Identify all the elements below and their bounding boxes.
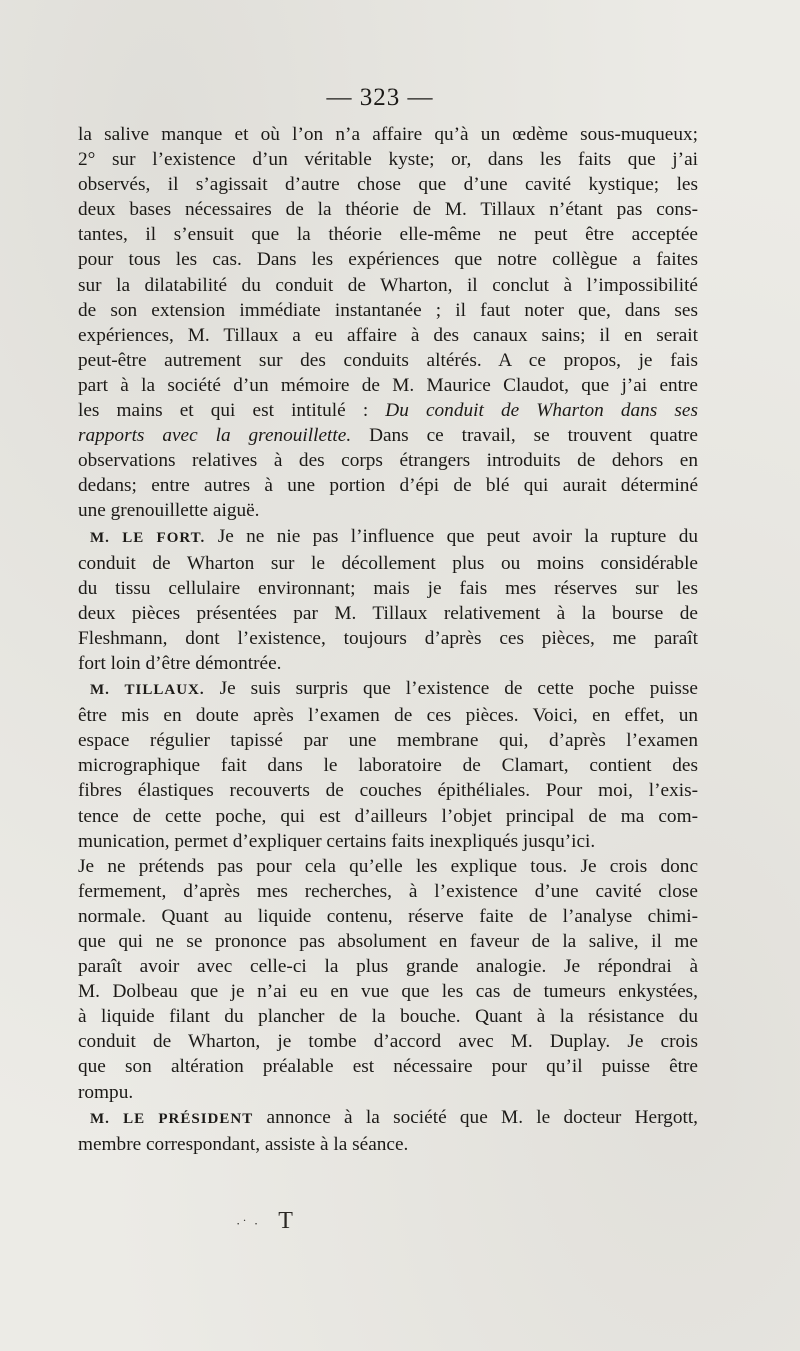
italic-title: rapports avec la grenouillette. bbox=[78, 425, 352, 447]
text-run: M. Dolbeau que je n’ai eu en vue que les cas de tumeurs enkystées, bbox=[78, 981, 698, 1003]
text-line bbox=[78, 273, 698, 298]
text-run: sur la dilatabilité du conduit de Wharton, il conclut à l’impossibilité bbox=[78, 274, 698, 296]
text-run: pour tous les cas. Dans les expériences que notre collègue a faites bbox=[78, 249, 698, 271]
text-run: espace régulier tapissé par une membrane qui, d’après l’examen bbox=[78, 730, 698, 752]
text-line bbox=[78, 854, 698, 879]
text-line bbox=[78, 904, 698, 929]
text-run: que son altération préalable est nécessaire pour qu’il puisse être bbox=[78, 1056, 698, 1078]
text-run: expériences, M. Tillaux a eu affaire à des canaux sains; il en serait bbox=[78, 324, 698, 346]
text-run: Je ne nie pas l’influence que peut avoir la rupture du bbox=[205, 525, 698, 547]
text-line bbox=[78, 1080, 698, 1105]
text-run: conduit de Wharton sur le décollement plus ou moins considérable bbox=[78, 552, 698, 574]
text-run: deux pièces présentées par M. Tillaux relativement à la bourse de bbox=[78, 602, 698, 624]
text-run: du tissu cellulaire environnant; mais je fais mes réserves sur les bbox=[78, 577, 698, 599]
text-run: peut-être autrement sur des conduits altérés. A ce propos, je fais bbox=[78, 349, 698, 371]
italic-title: Du conduit de Wharton dans ses bbox=[385, 400, 698, 422]
text-run: normale. Quant au liquide contenu, réserve faite de l’analyse chimi- bbox=[78, 905, 698, 927]
text-line bbox=[78, 473, 698, 498]
text-line bbox=[78, 1132, 698, 1157]
page-number: — 323 — bbox=[326, 84, 434, 111]
text-line bbox=[78, 172, 698, 197]
text-run: micrographique fait dans le laboratoire de Clamart, contient des bbox=[78, 755, 698, 777]
text-line bbox=[78, 651, 698, 676]
speaker-name: M. TILLAUX. bbox=[90, 682, 205, 699]
text-run: de son extension immédiate instantanée ; il faut noter que, dans ses bbox=[78, 299, 698, 321]
text-run: la salive manque et où l’on n’a affaire qu’à un œdème sous-muqueux; bbox=[78, 124, 698, 145]
ink-dots: ·˙ · bbox=[236, 1216, 261, 1231]
speaker-name: M. LE FORT. bbox=[90, 529, 206, 546]
text-run: dedans; entre autres à une portion d’épi de blé qui aurait déterminé bbox=[78, 475, 698, 497]
text-run: observés, il s’agissait d’autre chose que d’une cavité kystique; les bbox=[78, 174, 698, 196]
text-run: une grenouillette aiguë. bbox=[78, 500, 260, 522]
text-line bbox=[78, 879, 698, 904]
text-run: rompu. bbox=[78, 1081, 134, 1103]
text-line bbox=[78, 954, 698, 979]
text-run: annonce à la société que M. le docteur Hergott, bbox=[253, 1106, 698, 1128]
text-line bbox=[78, 398, 698, 423]
text-line bbox=[78, 728, 698, 753]
text-line bbox=[78, 829, 698, 854]
text-run: part à la société d’un mémoire de M. Maurice Claudot, que j’ai entre bbox=[78, 374, 698, 396]
text-run: Dans ce travail, se trouvent quatre bbox=[351, 425, 698, 447]
text-line bbox=[78, 222, 698, 247]
text-line bbox=[78, 498, 698, 523]
text-line bbox=[78, 147, 698, 172]
text-line bbox=[78, 804, 698, 829]
text-run: tence de cette poche, qui est d’ailleurs l’objet principal de ma com- bbox=[78, 805, 698, 827]
printer-mark bbox=[236, 1208, 296, 1235]
text-line bbox=[78, 247, 698, 272]
text-line bbox=[78, 626, 698, 651]
text-run: membre correspondant, assiste à la séance. bbox=[78, 1133, 409, 1155]
text-run: les mains et qui est intitulé : bbox=[78, 400, 386, 422]
text-line bbox=[78, 551, 698, 576]
text-line bbox=[78, 576, 698, 601]
text-run: Je suis surpris que l’existence de cette poche puisse bbox=[204, 678, 698, 700]
text-run: 2° sur l’existence d’un véritable kyste; or, dans les faits que j’ai bbox=[78, 149, 698, 171]
speaker-name: M. LE PRÉSIDENT bbox=[90, 1110, 254, 1127]
text-run: Fleshmann, dont l’existence, toujours d’après ces pièces, me paraît bbox=[78, 627, 698, 649]
text-run: deux bases nécessaires de la théorie de M. Tillaux n’étant pas cons- bbox=[78, 199, 698, 221]
text-run: conduit de Wharton, je tombe d’accord avec M. Duplay. Je crois bbox=[78, 1031, 698, 1053]
text-line bbox=[78, 979, 698, 1004]
text-line bbox=[78, 778, 698, 803]
text-line bbox=[78, 1029, 698, 1054]
printer-signature-letter: T bbox=[278, 1208, 296, 1234]
text-line bbox=[78, 753, 698, 778]
text-run: Je ne prétends pas pour cela qu’elle les explique tous. Je crois donc bbox=[78, 855, 698, 877]
body-text bbox=[78, 122, 698, 1157]
text-run: observations relatives à des corps étrangers introduits de dehors en bbox=[78, 450, 698, 472]
text-line bbox=[78, 1054, 698, 1079]
text-line bbox=[78, 676, 698, 703]
text-run: munication, permet d’expliquer certains faits inexpliqués jusqu’ici. bbox=[78, 830, 596, 852]
text-line bbox=[78, 524, 698, 551]
text-line bbox=[78, 1004, 698, 1029]
text-line bbox=[78, 929, 698, 954]
text-line bbox=[78, 122, 698, 147]
text-line bbox=[78, 197, 698, 222]
text-run: fermement, d’après mes recherches, à l’existence d’une cavité close bbox=[78, 880, 698, 902]
text-run: fibres élastiques recouverts de couches épithéliales. Pour moi, l’exis- bbox=[78, 780, 698, 802]
text-run: à liquide filant du plancher de la bouche. Quant à la résistance du bbox=[78, 1006, 698, 1028]
text-line bbox=[78, 423, 698, 448]
text-run: tantes, il s’ensuit que la théorie elle-même ne peut être acceptée bbox=[78, 224, 698, 246]
text-line bbox=[78, 323, 698, 348]
text-run: fort loin d’être démontrée. bbox=[78, 652, 282, 674]
text-run: paraît avoir avec celle-ci la plus grande analogie. Je répondrai à bbox=[78, 956, 698, 978]
text-line bbox=[78, 298, 698, 323]
text-line bbox=[78, 601, 698, 626]
text-line bbox=[78, 348, 698, 373]
text-line bbox=[78, 448, 698, 473]
text-line bbox=[78, 1105, 698, 1132]
text-line bbox=[78, 373, 698, 398]
text-run: être mis en doute après l’examen de ces pièces. Voici, en effet, un bbox=[78, 705, 698, 727]
text-line bbox=[78, 703, 698, 728]
text-run: que qui ne se prononce pas absolument en faveur de la salive, il me bbox=[78, 931, 698, 952]
